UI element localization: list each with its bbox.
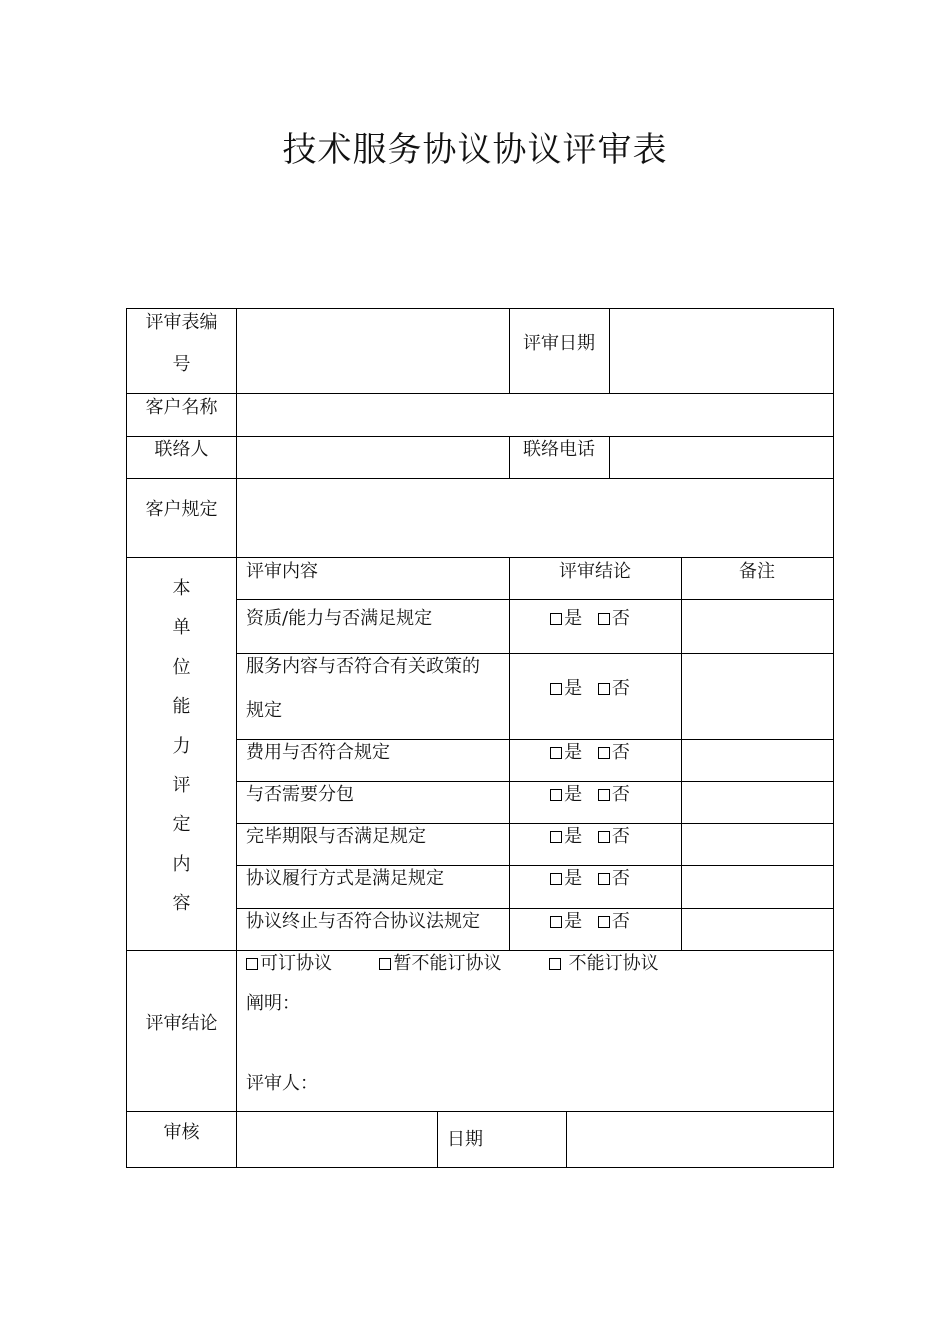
cannot-sign-label: 不能订协议 [562, 953, 659, 974]
capability-side-label [127, 569, 236, 924]
cannot-sign-temporarily-checkbox[interactable] [379, 958, 391, 970]
can-sign-label: 可订协议 [260, 953, 332, 974]
review-no-label: 评审表编 [145, 312, 218, 333]
contact-label: 联络人 [154, 439, 209, 460]
review-date-label: 评审日期 [523, 333, 595, 354]
row-divider [236, 739, 833, 740]
row-divider [236, 653, 833, 654]
audit-field[interactable] [237, 1112, 437, 1166]
yes-no-choice: 是 否 [509, 826, 681, 848]
no-checkbox[interactable] [598, 747, 610, 759]
row-divider [127, 557, 833, 558]
row-divider [236, 865, 833, 866]
no-checkbox[interactable] [598, 789, 610, 801]
col-header-content: 评审内容 [246, 561, 318, 582]
yes-checkbox[interactable] [550, 747, 562, 759]
yes-no-choice: 是 否 [509, 742, 681, 764]
side-char: 评 [172, 774, 191, 796]
no-checkbox[interactable] [598, 683, 610, 695]
yes-no-choice: 是 否 [509, 911, 681, 933]
yes-checkbox[interactable] [550, 831, 562, 843]
cannot-sign-checkbox[interactable] [549, 958, 561, 970]
explain-label: 阐明： [246, 993, 300, 1014]
col-header-remark: 备注 [739, 561, 775, 582]
yes-no-choice: 是 否 [509, 678, 681, 700]
side-char: 位 [172, 656, 191, 678]
review-item-termination: 协议终止与否符合协议法规定 [246, 911, 480, 932]
no-checkbox[interactable] [598, 873, 610, 885]
review-date-field[interactable] [610, 310, 832, 392]
side-char: 能 [172, 696, 191, 718]
review-item-fee: 费用与否符合规定 [246, 742, 390, 763]
review-no-field[interactable] [237, 310, 509, 392]
audit-date-label: 日期 [447, 1129, 483, 1150]
col-divider [437, 1111, 438, 1167]
audit-label: 审核 [163, 1122, 200, 1143]
no-checkbox[interactable] [598, 613, 610, 625]
yes-no-choice: 是 否 [509, 608, 681, 630]
contact-field[interactable] [237, 437, 509, 477]
yes-checkbox[interactable] [550, 683, 562, 695]
side-char: 力 [172, 735, 191, 757]
row-divider [236, 908, 833, 909]
yes-checkbox[interactable] [550, 873, 562, 885]
review-item-service-content: 服务内容与否符合有关政策的 [246, 656, 480, 677]
yes-checkbox[interactable] [550, 916, 562, 928]
phone-field[interactable] [610, 437, 832, 477]
side-char: 单 [172, 617, 191, 639]
conclusion-label: 评审结论 [145, 1013, 218, 1034]
side-char: 内 [172, 853, 191, 875]
customer-name-label: 客户名称 [145, 397, 218, 418]
yes-checkbox[interactable] [550, 789, 562, 801]
customer-name-field[interactable] [237, 394, 832, 435]
no-checkbox[interactable] [598, 916, 610, 928]
row-divider [236, 599, 833, 600]
review-item-qualification: 资质/能力与否满足规定 [246, 608, 433, 629]
reviewer-label: 评审人： [246, 1073, 318, 1094]
row-divider [127, 950, 833, 951]
no-checkbox[interactable] [598, 831, 610, 843]
customer-rule-field[interactable] [237, 479, 832, 556]
conclusion-options [246, 953, 659, 975]
yes-no-choice: 是 否 [509, 784, 681, 806]
side-char: 本 [172, 578, 191, 599]
can-sign-checkbox[interactable] [246, 958, 258, 970]
phone-label: 联络电话 [523, 439, 595, 460]
review-item-service-content-cont: 规定 [246, 700, 282, 721]
yes-checkbox[interactable] [550, 613, 562, 625]
customer-rule-label: 客户规定 [145, 499, 218, 520]
audit-date-field[interactable] [567, 1112, 832, 1166]
page-title: 技术服务协议协议评审表 [282, 130, 668, 170]
side-char: 定 [172, 814, 191, 836]
review-item-subcontract: 与否需要分包 [246, 784, 354, 805]
row-divider [236, 781, 833, 782]
row-divider [236, 823, 833, 824]
col-header-conclusion: 评审结论 [559, 561, 631, 582]
review-item-performance: 协议履行方式是满足规定 [246, 868, 444, 889]
side-char: 容 [172, 893, 191, 915]
cannot-sign-temporarily-label: 暂不能订协议 [393, 953, 502, 974]
yes-no-choice: 是 否 [509, 868, 681, 890]
review-item-deadline: 完毕期限与否满足规定 [246, 826, 426, 847]
review-no-label-cont: 号 [172, 354, 191, 375]
review-form-table [126, 308, 834, 1168]
col-divider [681, 557, 682, 950]
